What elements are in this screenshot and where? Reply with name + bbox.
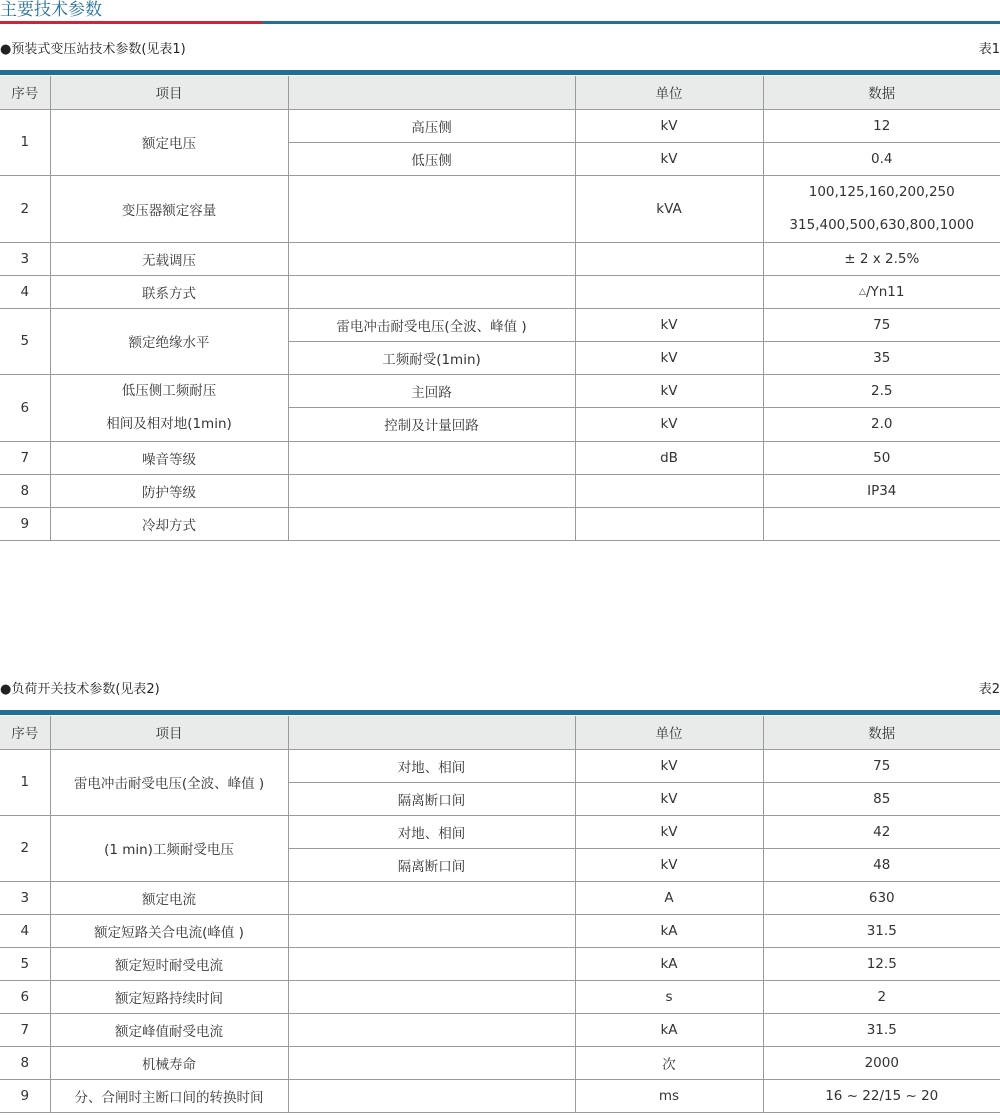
title-underline-red [0, 21, 262, 24]
cell-unit: kV [575, 815, 763, 848]
table1-label: 表1 [978, 42, 1000, 57]
cell-sub [288, 1013, 575, 1046]
cell-no: 5 [0, 308, 50, 374]
cell-no: 6 [0, 980, 50, 1013]
cell-item: 额定峰值耐受电流 [50, 1013, 288, 1046]
cell-unit: ms [575, 1079, 763, 1112]
cell-sub [288, 474, 575, 507]
cell-sub: 高压侧 [288, 109, 575, 142]
cell-sub: 工频耐受(1min) [288, 341, 575, 374]
cell-data: 75 [763, 749, 1000, 782]
table-row [0, 175, 1000, 242]
cell-item: 噪音等级 [50, 441, 288, 474]
cell-data: 0.4 [763, 142, 1000, 175]
table-row [0, 1013, 1000, 1046]
table1-caption-bar [0, 41, 1000, 59]
table2 [0, 716, 1000, 1113]
cell-data: 12.5 [763, 947, 1000, 980]
cell-data: 630 [763, 881, 1000, 914]
cell-data-text: /Yn11 [865, 283, 905, 300]
cell-unit: kV [575, 341, 763, 374]
header-data: 数据 [763, 76, 1000, 109]
table-row [0, 474, 1000, 507]
title-underline-blue [262, 21, 1000, 24]
table-row [0, 242, 1000, 275]
cell-unit: kV [575, 142, 763, 175]
cell-unit: kA [575, 914, 763, 947]
cell-item: 雷电冲击耐受电压(全波、峰值 ) [50, 749, 288, 815]
cell-data: IP34 [763, 474, 1000, 507]
header-item: 项目 [50, 76, 288, 109]
cell-sub [288, 1079, 575, 1112]
cell-item: 防护等级 [50, 474, 288, 507]
cell-data-line: 100,125,160,200,250 [808, 183, 955, 200]
cell-data: 85 [763, 782, 1000, 815]
cell-sub [288, 507, 575, 540]
cell-no: 7 [0, 1013, 50, 1046]
cell-item [50, 374, 288, 441]
cell-no: 9 [0, 1079, 50, 1112]
cell-data: 42 [763, 815, 1000, 848]
cell-sub: 低压侧 [288, 142, 575, 175]
cell-data: 35 [763, 341, 1000, 374]
table-header-row [0, 76, 1000, 109]
header-no: 序号 [0, 716, 50, 749]
cell-sub [288, 242, 575, 275]
cell-sub [288, 914, 575, 947]
cell-unit: kV [575, 374, 763, 408]
table-header-row [0, 716, 1000, 749]
cell-unit: dB [575, 441, 763, 474]
cell-sub: 隔离断口间 [288, 848, 575, 881]
table-row [0, 308, 1000, 341]
cell-sub [288, 175, 575, 242]
cell-no: 2 [0, 815, 50, 881]
cell-data: 2.0 [763, 408, 1000, 442]
cell-sub: 雷电冲击耐受电压(全波、峰值 ) [288, 308, 575, 341]
cell-item-line: 低压侧工频耐压 [121, 382, 217, 399]
cell-item-line: 相间及相对地(1min) [106, 415, 232, 432]
cell-data: 50 [763, 441, 1000, 474]
cell-sub [288, 980, 575, 1013]
cell-item: 冷却方式 [50, 507, 288, 540]
delta-symbol: △ [859, 286, 866, 297]
cell-item: 额定短路关合电流(峰值 ) [50, 914, 288, 947]
table-row [0, 815, 1000, 848]
table-row [0, 1046, 1000, 1079]
cell-unit: s [575, 980, 763, 1013]
cell-unit [575, 474, 763, 507]
cell-no: 9 [0, 507, 50, 540]
cell-unit: kV [575, 408, 763, 442]
title-underline [0, 21, 1000, 24]
cell-data [763, 275, 1000, 308]
cell-unit: kV [575, 749, 763, 782]
cell-unit [575, 507, 763, 540]
cell-item: 联系方式 [50, 275, 288, 308]
cell-data: 12 [763, 109, 1000, 142]
cell-unit: A [575, 881, 763, 914]
table-row [0, 374, 1000, 408]
cell-no: 1 [0, 749, 50, 815]
header-sub [288, 716, 575, 749]
cell-data [763, 175, 1000, 242]
cell-no: 8 [0, 474, 50, 507]
cell-sub [288, 275, 575, 308]
table-row [0, 109, 1000, 142]
table-row [0, 947, 1000, 980]
header-unit: 单位 [575, 716, 763, 749]
cell-unit: kV [575, 308, 763, 341]
cell-item: 额定电流 [50, 881, 288, 914]
cell-no: 7 [0, 441, 50, 474]
table2-label: 表2 [978, 682, 1000, 697]
cell-sub: 对地、相间 [288, 815, 575, 848]
table1 [0, 76, 1000, 541]
header-sub [288, 76, 575, 109]
cell-unit: kV [575, 848, 763, 881]
table-row [0, 881, 1000, 914]
cell-sub: 对地、相间 [288, 749, 575, 782]
cell-data: 75 [763, 308, 1000, 341]
cell-data: 31.5 [763, 914, 1000, 947]
cell-item: 分、合闸时主断口间的转换时间 [50, 1079, 288, 1112]
cell-unit: kV [575, 782, 763, 815]
cell-data: 2 [763, 980, 1000, 1013]
cell-unit: kA [575, 947, 763, 980]
page-title: 主要技术参数 [0, 0, 102, 20]
cell-sub: 隔离断口间 [288, 782, 575, 815]
cell-item: 额定绝缘水平 [50, 308, 288, 374]
cell-data: 48 [763, 848, 1000, 881]
table-row [0, 980, 1000, 1013]
cell-no: 3 [0, 881, 50, 914]
cell-data [763, 507, 1000, 540]
cell-item: 无载调压 [50, 242, 288, 275]
table-row [0, 275, 1000, 308]
cell-data: 16 ~ 22/15 ~ 20 [763, 1079, 1000, 1112]
cell-no: 2 [0, 175, 50, 242]
cell-sub [288, 881, 575, 914]
cell-sub: 主回路 [288, 374, 575, 408]
cell-item: 变压器额定容量 [50, 175, 288, 242]
table2-caption-bar [0, 681, 1000, 699]
cell-data: 2000 [763, 1046, 1000, 1079]
table-row [0, 441, 1000, 474]
cell-item: 额定短路持续时间 [50, 980, 288, 1013]
cell-no: 1 [0, 109, 50, 175]
cell-sub [288, 1046, 575, 1079]
cell-unit: kV [575, 109, 763, 142]
table2-top-rule [0, 710, 1000, 715]
cell-item: 额定短时耐受电流 [50, 947, 288, 980]
header-item: 项目 [50, 716, 288, 749]
cell-item: 机械寿命 [50, 1046, 288, 1079]
cell-no: 8 [0, 1046, 50, 1079]
cell-sub [288, 441, 575, 474]
cell-item: (1 min)工频耐受电压 [50, 815, 288, 881]
cell-unit: kA [575, 1013, 763, 1046]
table-row [0, 1079, 1000, 1112]
cell-data: ± 2 x 2.5% [763, 242, 1000, 275]
table-row [0, 914, 1000, 947]
table-row [0, 507, 1000, 540]
cell-data-line: 315,400,500,630,800,1000 [789, 216, 975, 233]
header-unit: 单位 [575, 76, 763, 109]
cell-no: 5 [0, 947, 50, 980]
cell-unit: kVA [575, 175, 763, 242]
cell-sub: 控制及计量回路 [288, 408, 575, 442]
cell-sub [288, 947, 575, 980]
cell-unit [575, 275, 763, 308]
cell-unit: 次 [575, 1046, 763, 1079]
table2-caption: ●负荷开关技术参数(见表2) [0, 682, 160, 697]
table1-caption: ●预装式变压站技术参数(见表1) [0, 42, 186, 57]
header-data: 数据 [763, 716, 1000, 749]
cell-no: 3 [0, 242, 50, 275]
cell-no: 6 [0, 374, 50, 441]
header-no: 序号 [0, 76, 50, 109]
cell-no: 4 [0, 275, 50, 308]
table-row [0, 749, 1000, 782]
cell-data: 31.5 [763, 1013, 1000, 1046]
cell-unit [575, 242, 763, 275]
cell-no: 4 [0, 914, 50, 947]
table1-top-rule [0, 70, 1000, 75]
cell-item: 额定电压 [50, 109, 288, 175]
cell-data: 2.5 [763, 374, 1000, 408]
